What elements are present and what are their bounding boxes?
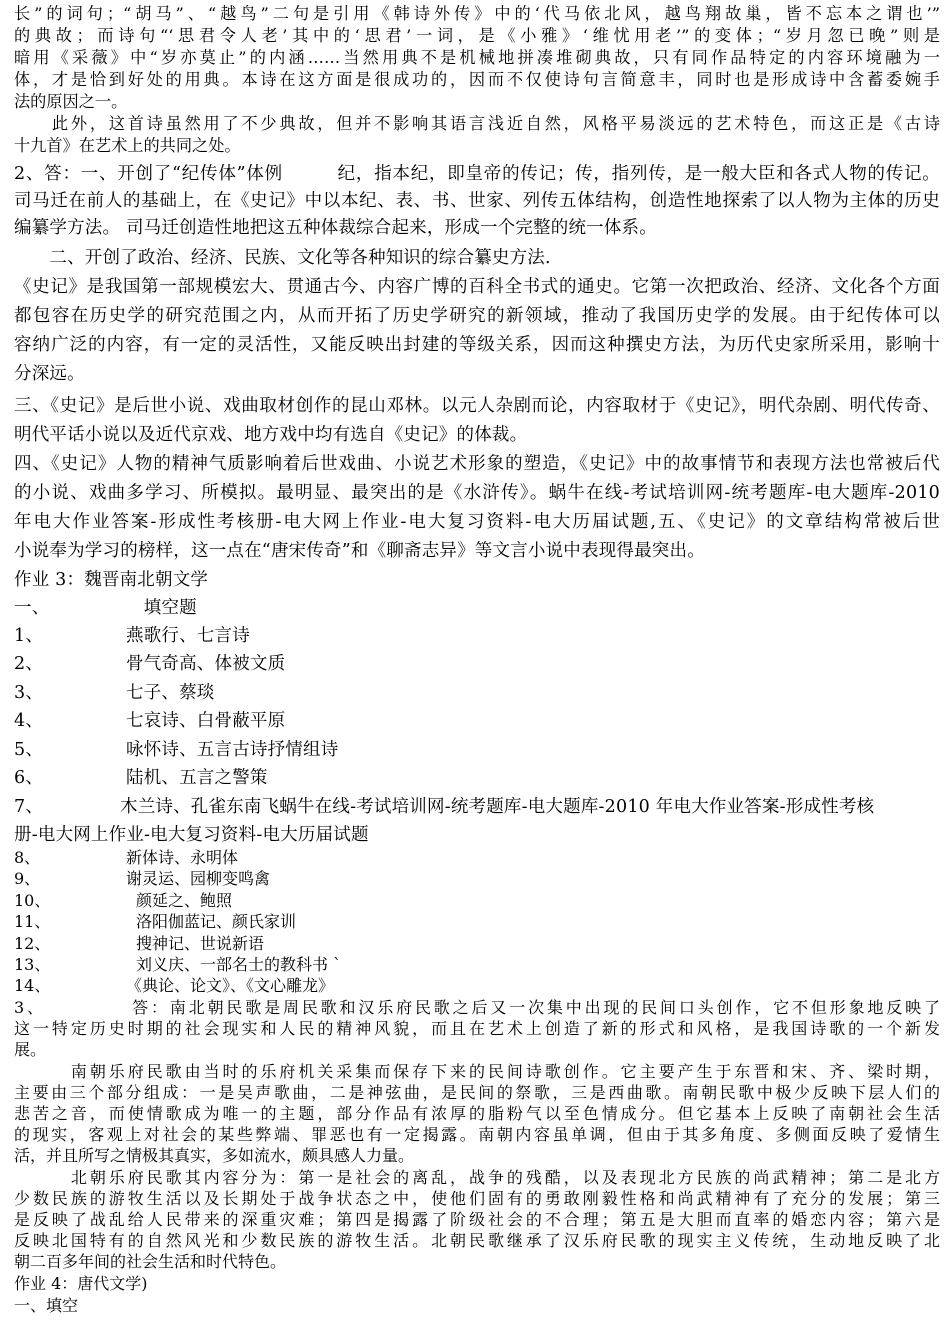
item-answer: 陆机、五言之警策	[126, 768, 268, 788]
item-answer: 《典论、论文》、《文心雕龙》	[126, 976, 335, 995]
item-answer: 燕歌行、七言诗	[126, 626, 250, 646]
section-heading	[14, 594, 940, 619]
paragraph-line: 2、答：一、开创了“纪传体”体例 纪，指本纪，即皇帝的传记；传，指列传，是一般大臣和各式人物的传记。	[14, 164, 940, 184]
paragraph-line: 的现实，客观上对社会的某些弊端、罪恶也有一定揭露。南朝内容虽单调，但由于其多角度、多侧面反映了爱情生	[14, 1125, 940, 1144]
answer-item	[14, 707, 940, 732]
homework-heading: 作业 3：魏晋南北朝文学	[14, 570, 209, 590]
paragraph-line: 容纳广泛的内容，有一定的灵活性，又能反映出封建的等级关系，因而这种撰史方法，为历代史家所采用，影响十	[14, 335, 940, 355]
paragraph-line: 明代平话小说以及近代京戏、地方戏中均有选自《史记》的体裁。	[14, 425, 528, 445]
answer-item	[14, 622, 940, 647]
item-number: 7、	[14, 797, 44, 817]
item-answer: 七哀诗、白骨蔽平原	[126, 711, 286, 731]
answer-item	[14, 909, 940, 932]
item-answer: 骨气奇高、体被文质	[126, 654, 286, 674]
paragraph-line: 三、《史记》是后世小说、戏曲取材创作的昆山邓林。以元人杂剧而论，内容取材于《史记》，明代杂剧、明代传奇、	[14, 396, 940, 416]
section-label: 一、	[14, 598, 50, 618]
answer-item	[14, 845, 940, 868]
item-answer: 谢灵运、园柳变鸣禽	[126, 869, 271, 888]
paragraph-line: 法的原因之一。	[14, 92, 128, 111]
homework-heading: 作业 4：唐代文学)	[14, 1274, 148, 1293]
paragraph-line: 年电大作业答案-形成性考核册-电大网上作业-电大复习资料-电大历届试题,五、《史记》的文章结构常被后世	[14, 512, 940, 532]
paragraph-line: 司马迁在前人的基础上，在《史记》中以本纪、表、书、世家、列传五体结构，创造性地探索了以人物为主体的历史	[14, 191, 940, 211]
item-number: 3、	[14, 683, 44, 703]
answer-item	[14, 793, 940, 818]
item-answer: 册-电大网上作业-电大复习资料-电大历届试题	[14, 825, 369, 845]
item-number: 8、	[14, 848, 41, 867]
item-answer: 咏怀诗、五言古诗抒情组诗	[126, 740, 339, 760]
paragraph-line: 3、 答：南北朝民歌是周民歌和汉乐府民歌之后又一次集中出现的民间口头创作，它不但形象地反映了	[14, 998, 940, 1017]
item-answer: 颜延之、鲍照	[136, 891, 233, 910]
paragraph-line: 此外，这首诗虽然用了不少典故，但并不影响其语言浅近自然，风格平易淡远的艺术特色，而这正是《古诗	[14, 114, 940, 133]
item-answer: 刘义庆、一部名士的教科书 `	[136, 955, 342, 974]
answer-item	[14, 973, 940, 996]
paragraph-line: 这一特定历史时期的社会现实和人民的精神风貌，而且在艺术上创造了新的形式和风格，是我国诗歌的一个新发	[14, 1019, 940, 1038]
item-number: 9、	[14, 869, 41, 888]
paragraph-line: 反映北国特有的自然风光和少数民族的游牧生活。北朝民歌继承了汉乐府民歌的现实主义传统，生动地反映了北	[14, 1231, 940, 1250]
paragraph-line: 展。	[14, 1040, 47, 1059]
answer-item	[14, 888, 940, 911]
item-number: 13、	[14, 955, 51, 974]
paragraph-line: 活，并且所写之情极其真实，多如流水，颇具感人力量。	[14, 1146, 415, 1165]
item-number: 4、	[14, 711, 44, 731]
answer-item	[14, 764, 940, 789]
paragraph-line: 主要由三个部分组成：一是吴声歌曲，二是神弦曲，是民间的祭歌，三是西曲歌。南朝民歌中极少反映下层人们的	[14, 1083, 940, 1102]
answer-item	[14, 650, 940, 675]
paragraph-line: 十九首》在艺术上的共同之处。	[14, 136, 241, 155]
item-answer: 搜神记、世说新语	[136, 934, 265, 953]
item-answer: 洛阳伽蓝记、颜氏家训	[136, 912, 297, 931]
answer-item	[14, 736, 940, 761]
paragraph-line: 分深远。	[14, 364, 85, 384]
section-title: 填空题	[143, 598, 197, 618]
item-number: 2、	[14, 654, 44, 674]
paragraph-line: 《史记》是我国第一部规模宏大、贯通古今、内容广博的百科全书式的通史。它第一次把政治、经济、文化各个方面	[14, 277, 940, 297]
paragraph-line: 悲苦之音，而使情歌成为唯一的主题，部分作品有浓厚的脂粉气以至色情成分。但它基本上反映了南朝社会生活	[14, 1104, 940, 1123]
item-number: 14、	[14, 976, 51, 995]
item-answer: 七子、蔡琰	[126, 683, 215, 703]
paragraph-line: 北朝乐府民歌其内容分为：第一是社会的离乱，战争的残酷，以及表现北方民族的尚武精神；第二是北方	[14, 1168, 940, 1187]
paragraph-line: 暗用《采薇》中“岁亦莫止”的内涵……当然用典不是机械地拼凑堆砌典故，只有同作品特定的内容环境融为一	[14, 48, 940, 67]
paragraph-line: 二、开创了政治、经济、民族、文化等各种知识的综合纂史方法.	[14, 248, 551, 268]
paragraph-line: 的小说、戏曲多学习、所模拟。最明显、最突出的是《水浒传》。蜗牛在线-考试培训网-统考题库-电大题库-2010	[14, 483, 940, 503]
paragraph-line: 都包容在历史学的研究范围之内，从而开拓了历史学研究的新领域，推动了我国历史学的发展。由于纪传体可以	[14, 306, 940, 326]
item-number: 6、	[14, 768, 44, 788]
item-answer: 木兰诗、孔雀东南飞蜗牛在线-考试培训网-统考题库-电大题库-2010 年电大作业答案-形成性考核	[120, 797, 875, 817]
paragraph-line: 编纂学方法。 司马迁创造性地把这五种体裁综合起来，形成一个完整的统一体系。	[14, 218, 657, 238]
paragraph-line: 体，才是恰到好处的用典。本诗在这方面是很成功的，因而不仅使诗句言简意丰，同时也是形成诗中含蓄委婉手	[14, 70, 940, 89]
section-heading: 一、填空	[14, 1296, 79, 1315]
answer-item	[14, 952, 940, 975]
item-answer: 新体诗、永明体	[126, 848, 239, 867]
item-number: 11、	[14, 912, 51, 931]
paragraph-line: 四、《史记》人物的精神气质影响着后世戏曲、小说艺术形象的塑造，《史记》中的故事情节和表现方法也常被后代	[14, 454, 940, 474]
paragraph-line: 少数民族的游牧生活以及长期处于战争状态之中，使他们固有的勇敢刚毅性格和尚武精神有了充分的发展；第三	[14, 1189, 940, 1208]
paragraph-line: 是反映了战乱给人民带来的深重灾难；第四是揭露了阶级社会的不合理；第五是大胆而直率的婚恋内容；第六是	[14, 1210, 940, 1229]
item-number: 1、	[14, 626, 44, 646]
answer-item	[14, 679, 940, 704]
paragraph-line: 的典故；而诗句“‘思君令人老’其中的‘思君’一词，是《小雅》‘维忧用老’”的变体；“岁月忽已晚”则是	[14, 26, 940, 45]
paragraph-line: 长”的词句；“胡马”、“越鸟”二句是引用《韩诗外传》中的‘代马依北风，越鸟翔故巢，皆不忘本之谓也’”	[14, 4, 940, 23]
paragraph-line: 南朝乐府民歌由当时的乐府机关采集而保存下来的民间诗歌创作。它主要产生于东晋和宋、齐、梁时期，	[14, 1062, 940, 1081]
item-number: 10、	[14, 891, 51, 910]
answer-item	[14, 866, 940, 889]
item-number: 5、	[14, 740, 44, 760]
answer-item	[14, 931, 940, 954]
paragraph-line: 小说奉为学习的榜样，这一点在“唐宋传奇”和《聊斋志异》等文言小说中表现得最突出。	[14, 541, 705, 561]
answer-item-continued	[14, 821, 940, 846]
item-number: 12、	[14, 934, 51, 953]
paragraph-line: 朝二百多年间的社会生活和时代特色。	[14, 1252, 287, 1271]
